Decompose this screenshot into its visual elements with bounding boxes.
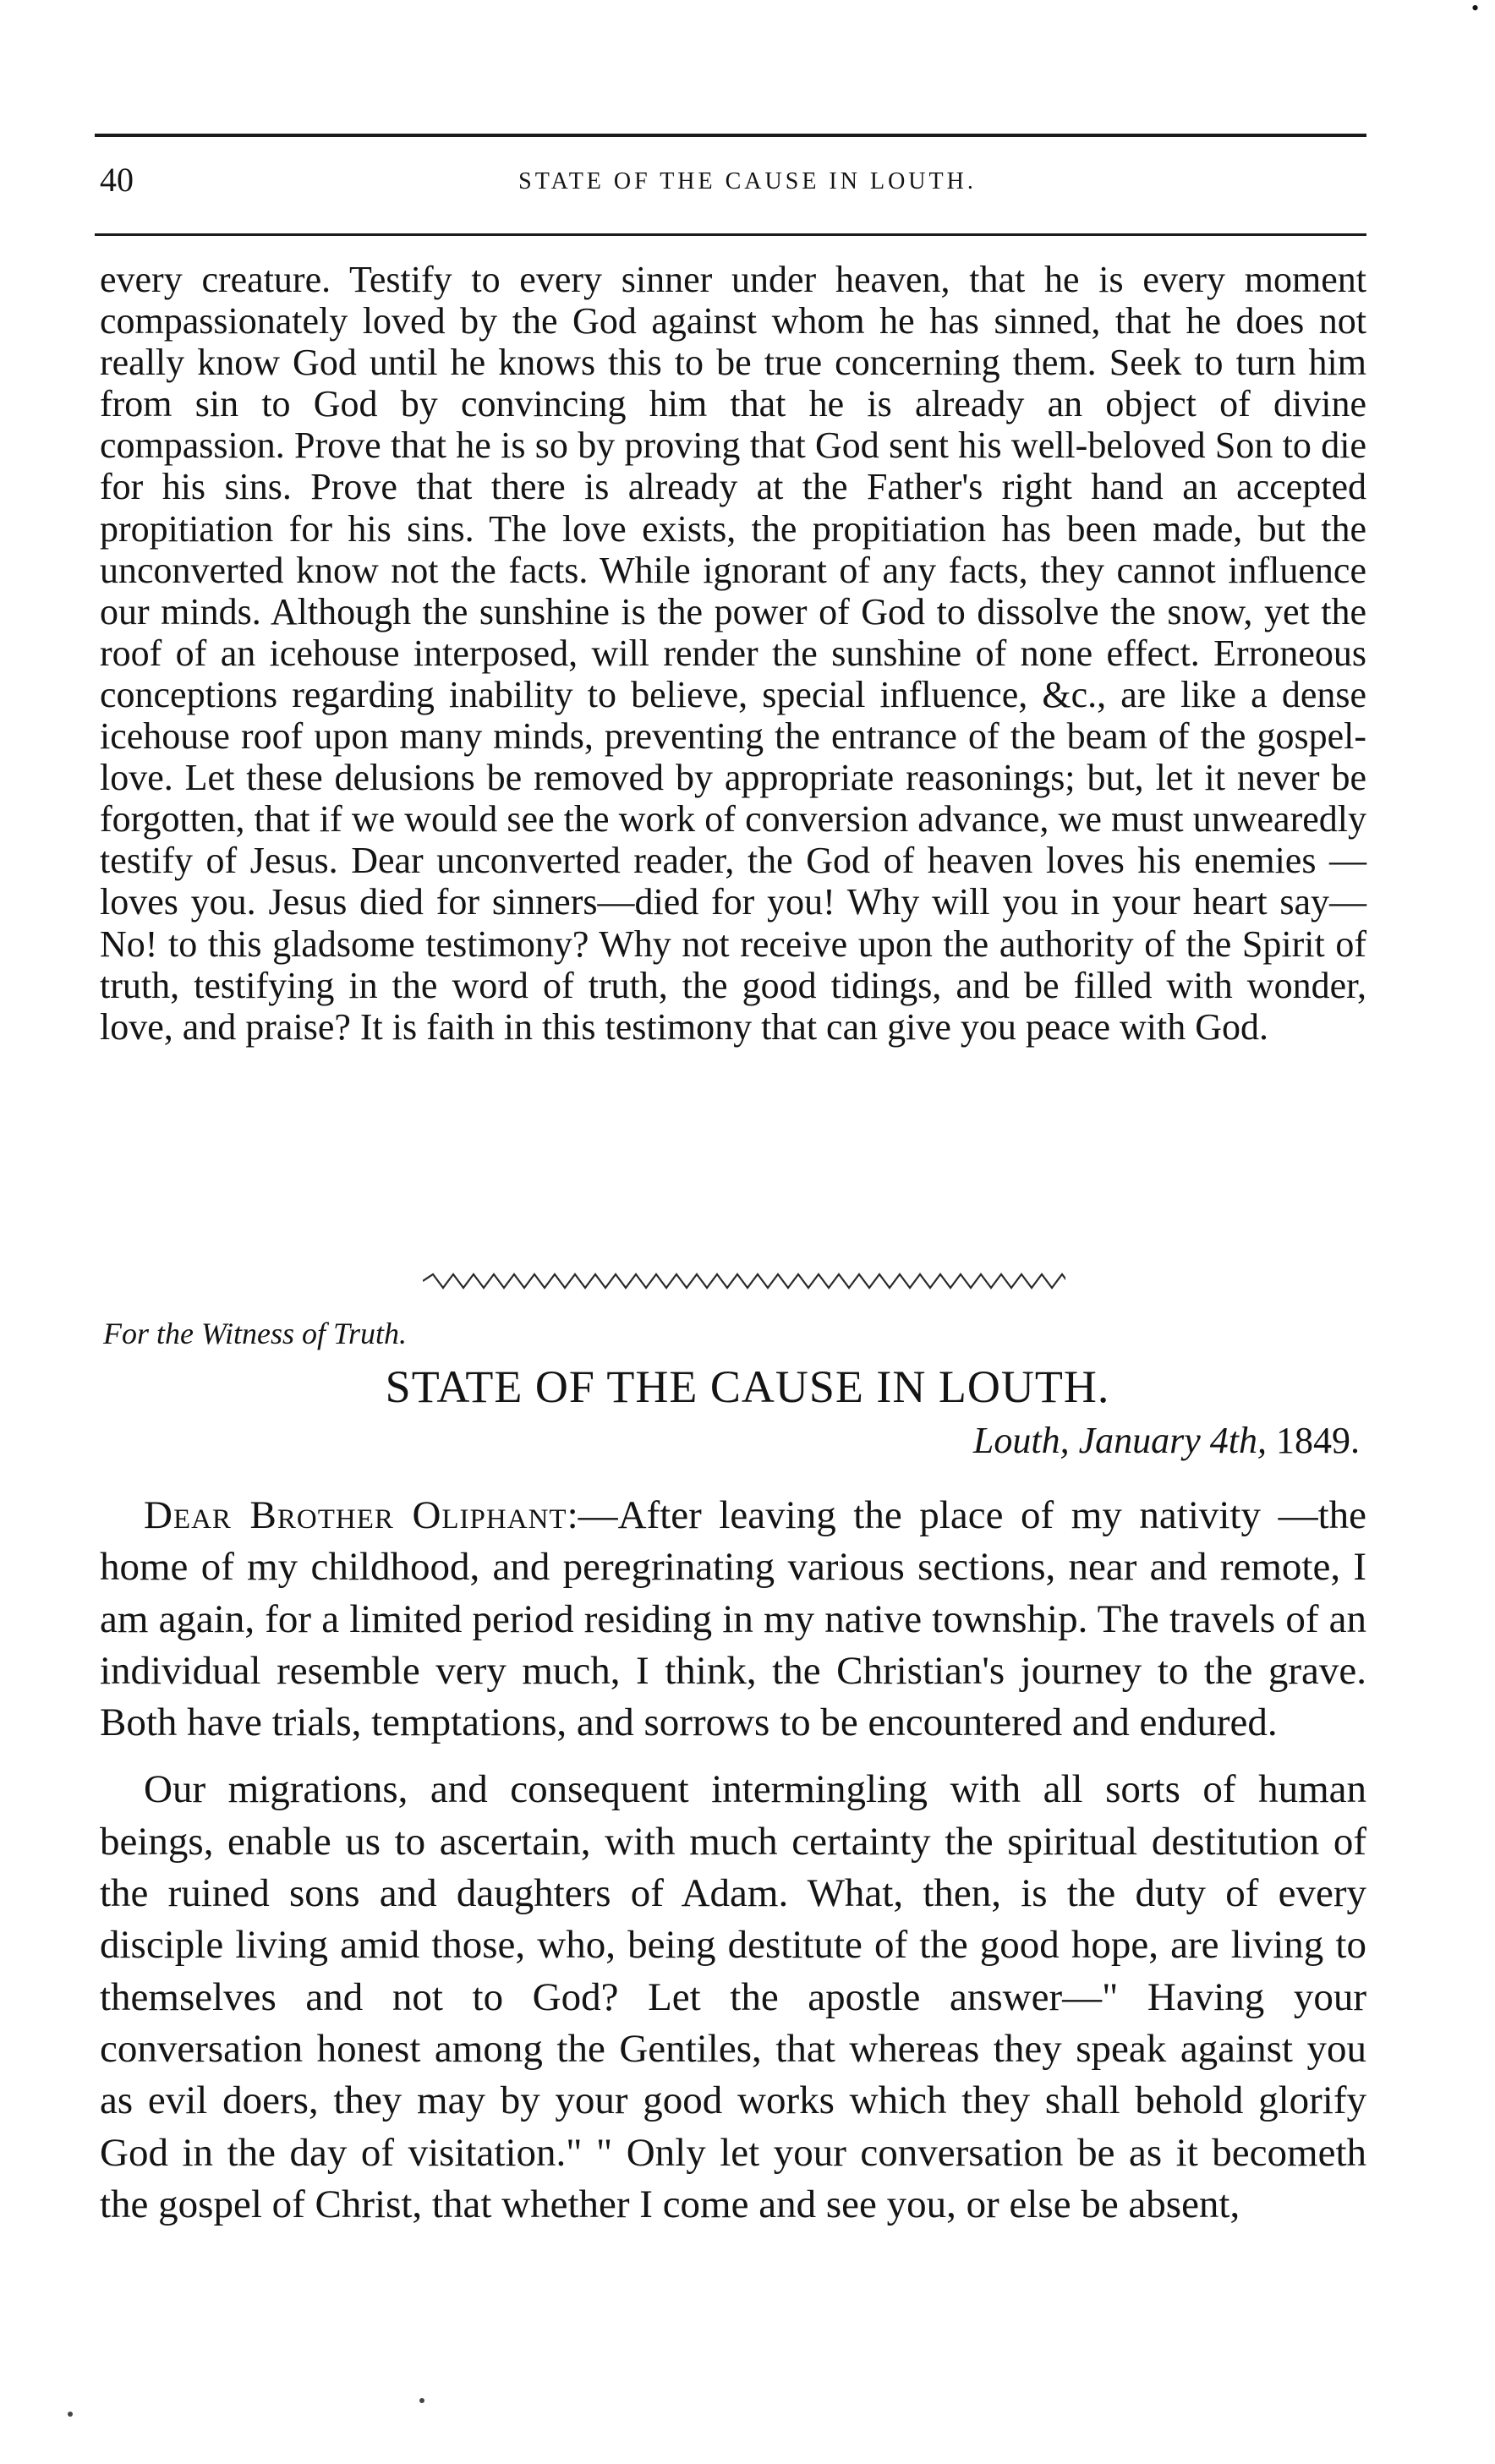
stray-ink-mark <box>68 2412 73 2417</box>
intro-text-block <box>100 259 1366 1048</box>
letter-paragraph-2: Our migrations, and consequent intermingling with all sorts of human beings, enable us to ascertain, with much certainty the spiritual destitution of the ruined sons and daughters of Adam. What, then, is the duty of every disciple living amid those, who, being destitute of the good hope, are living to themselves and not to God? Let the apostle answer—" Having your conversation honest among the Gentiles, that whereas they speak against you as evil doers, they may by your good works which they shall behold glorify God in the day of visitation." " Only let your conversation be as it becometh the gospel of Christ, that whether I come and see you, or else be absent, <box>100 1767 1366 2226</box>
salutation: Dear Brother Oliphant <box>144 1493 567 1537</box>
ink-dot: • <box>1471 0 1480 20</box>
stray-ink-mark <box>419 2398 424 2403</box>
dateline-place: Louth, January 4th, <box>972 1420 1267 1461</box>
letter-body <box>100 1490 1366 2231</box>
article-dateline <box>973 1417 1360 1465</box>
running-head: STATE OF THE CAUSE IN LOUTH. <box>518 168 977 194</box>
dateline-year: 1849. <box>1276 1420 1360 1461</box>
header-rule-bottom <box>95 233 1366 236</box>
header-rule-top <box>95 134 1366 137</box>
intro-paragraph: every creature. Testify to every sinner under heaven, that he is every moment compassionately loved by the God against whom he has sinned, that he does not really know God until he knows this to be true concerning them. Seek to turn him from sin to God by convincing him that he is already an object of divine compassion. Prove that he is so by proving that God sent his well-beloved Son to die for his sins. Prove that there is already at the Father's right hand an accepted propitiation for his sins. The love exists, the propitiation has been made, but the unconverted know not the facts. While ignorant of any facts, they cannot influence our minds. Although the sunshine is the power of God to dissolve the snow, yet the roof of an icehouse interposed, will render the sunshine of none effect. Erroneous conceptions regarding inability to believe, special influence, &c., are like a dense icehouse roof upon many minds, preventing the entrance of the beam of the gospel-love. Let these delusions be removed by appropriate reasonings; but, let it never be forgotten, that if we would see the work of conversion advance, we must unwearedly testify of Jesus. Dear unconverted reader, the God of heaven loves his enemies —loves you. Jesus died for sinners—died for you! Why will you in your heart say—No! to this gladsome testimony? Why not receive upon the authority of the Spirit of truth, testifying in the word of truth, the good tidings, and be filled with wonder, love, and praise? It is faith in this testimony that can give you peace with God. <box>100 259 1366 1048</box>
letter-paragraph-1-text: :—After leaving the place of my nativity —the home of my childhood, and peregrinating various sections, near and remote, I am again, for a limited period residing in my native township. The travels of an individual resemble very much, I think, the Christian's journey to the grave. Both have trials, temptations, and sorrows to be encountered and endured. <box>100 1493 1366 1745</box>
wavy-divider <box>423 1271 1065 1291</box>
article-byline: For the Witness of Truth. <box>103 1317 408 1350</box>
letter-paragraph-1 <box>100 1490 1366 1749</box>
page-number: 40 <box>100 161 134 199</box>
article-title: STATE OF THE CAUSE IN LOUTH. <box>385 1361 1110 1412</box>
